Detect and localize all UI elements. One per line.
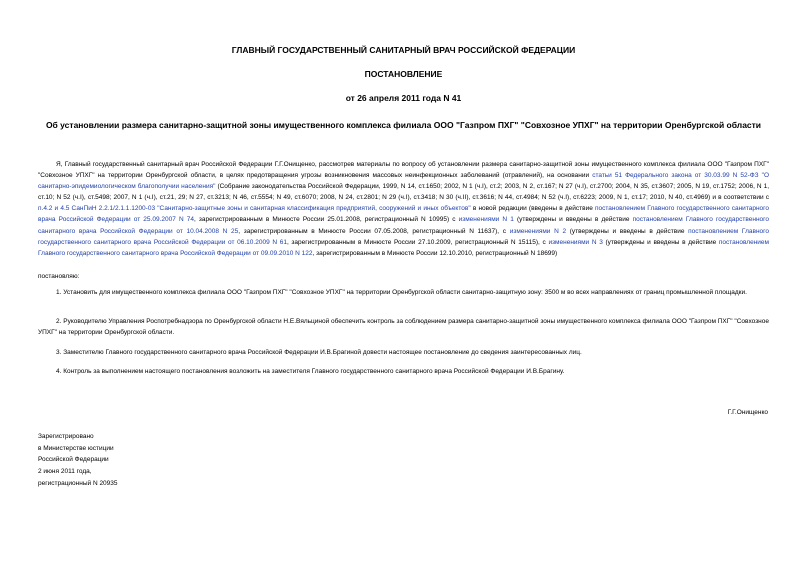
registration-line: 2 июня 2011 года, xyxy=(38,468,92,476)
preamble-text: , зарегистрированным в Минюсте России 25.01.2008, регистрационный N 10995) с xyxy=(194,216,459,224)
clause-item: 4. Контроль за выполнением настоящего постановления возложить на заместителя Главного государственного санитарного врача Российской Федерации И.В.Брагину. xyxy=(56,368,565,375)
document-date-number: от 26 апреля 2011 года N 41 xyxy=(345,93,462,103)
document-type: ПОСТАНОВЛЕНИЕ xyxy=(364,69,443,79)
resolution-61-link[interactable]: постановлением Главного государственного санитарного врача Российской Федерации от 06.10.2009 N 61 xyxy=(38,227,769,246)
sanpin-link[interactable]: п.4.2 и 4.5 СанПиН 2.2.1/2.1.1.1200-03 "Санитарно-защитные зоны и санитарная классификация предприятий, сооружений и иных объектов" xyxy=(38,205,471,213)
preamble-text: , зарегистрированным в Минюсте России 12.10.2010, регистрационный N 18699) xyxy=(312,249,558,257)
resolve-label: постановляю: xyxy=(38,273,80,280)
amendment-1-link[interactable]: изменениями N 1 xyxy=(458,216,514,224)
registration-line: в Министерстве юстиции xyxy=(38,444,114,452)
preamble-text: Я, Главный государственный санитарный врач Российской Федерации Г.Г.Онищенко, рассмотрев материалы по вопросу об установлении размера санитарно-защитной зоны имущественного комплекса филиала ООО "Газпром ПХГ" "Совхозное УПХГ" на территории Оренбургской области, в целях предотвращения угрозы возникновения массовых неинфекционных заболеваний (отравлений), на основании xyxy=(38,161,769,180)
preamble-text: (утверждены и введены в действие xyxy=(513,216,633,224)
registration-block xyxy=(38,431,118,490)
issuing-authority: ГЛАВНЫЙ ГОСУДАРСТВЕННЫЙ САНИТАРНЫЙ ВРАЧ РОССИЙСКОЙ ФЕДЕРАЦИИ xyxy=(231,45,576,55)
clause-item: 1. Установить для имущественного комплекса филиала ООО "Газпром ПХГ" "Совхозное УПХГ" на территории Оренбургской области санитарно-защитную зону: 3500 м во всех направлениях от границ промышленной площадки. xyxy=(56,289,747,296)
preamble-text: , зарегистрированным в Минюсте России 27.10.2009, регистрационный N 15115), с xyxy=(286,238,549,246)
preamble-text: , зарегистрированным в Минюсте России 07.05.2008, регистрационный N 11637), с xyxy=(238,227,510,235)
registration-line: регистрационный N 20935 xyxy=(38,479,118,487)
clause-item: 2. Руководителю Управления Роспотребнадзора по Оренбургской области Н.Е.Вяльциной обеспечить контроль за соблюдением размера санитарно-защитной зоны имущественного комплекса филиала ООО "Газпром ПХГ" "Совхозное УПХГ" на территории Оренбургской области. xyxy=(38,318,769,336)
signature: Г.Г.Онищенко xyxy=(727,409,768,416)
preamble-text: (Собрание законодательства Российской Федерации, 1999, N 14, ст.1650; 2002, N 1 (ч.I), ст.2; 2003, N 2, ст.167; N 27 (ч.I), ст.2700; 2004, N 35, ст.3607; 2005, N 19, ст.1752; 2006, N 1, ст.10; N 52 (ч.I), ст.5498; 2007, N 1 (ч.I), ст.21, 29; N 27, ст.3213; N 46, ст.5554; N 49, ст.6070; 2008, N 24, ст.2801; N 29 (ч.I), ст.3418; N 30 (ч.II), ст.3616; N 44, ст.4984; N 52 (ч.I), ст.6223; 2009, N 1, ст.17; 2010, N 40, ст.4969) и в соответствии с xyxy=(38,183,770,202)
resolution-74-link[interactable]: постановлением Главного государственного санитарного врача Российской Федерации от 25.09.2007 N 74 xyxy=(38,205,769,224)
preamble-text: (утверждены и введены в действие xyxy=(566,227,689,235)
resolution-122-link[interactable]: постановлением Главного государственного санитарного врача Российской Федерации от 09.09.2010 N 122 xyxy=(38,238,770,257)
registration-line: Зарегистрировано xyxy=(38,433,94,440)
amendment-2-link[interactable]: изменениями N 2 xyxy=(509,227,567,235)
preamble-paragraph xyxy=(38,159,769,259)
law-article-link[interactable]: статьи 51 Федерального закона от 30.03.99 N 52-ФЗ "О санитарно-эпидемиологическом благополучии населения" xyxy=(38,172,769,191)
preamble-text: в новой редакции (введены в действие xyxy=(470,205,596,213)
resolution-25-link[interactable]: постановлением Главного государственного санитарного врача Российской Федерации от 10.04.2008 N 25 xyxy=(38,216,769,235)
document-title: Об установлении размера санитарно-защитной зоны имущественного комплекса филиала ООО "Газпром ПХГ" "Совхозное УПХГ" на территории Оренбургской области xyxy=(45,120,762,130)
clause-item: 3. Заместителю Главного государственного санитарного врача Российской Федерации И.В.Брагиной довести настоящее постановление до сведения заинтересованных лиц. xyxy=(56,349,582,356)
registration-line: Российской Федерации xyxy=(38,456,109,464)
amendment-3-link[interactable]: изменениями N 3 xyxy=(548,238,603,246)
preamble-text: (утверждены и введены в действие xyxy=(602,238,719,246)
